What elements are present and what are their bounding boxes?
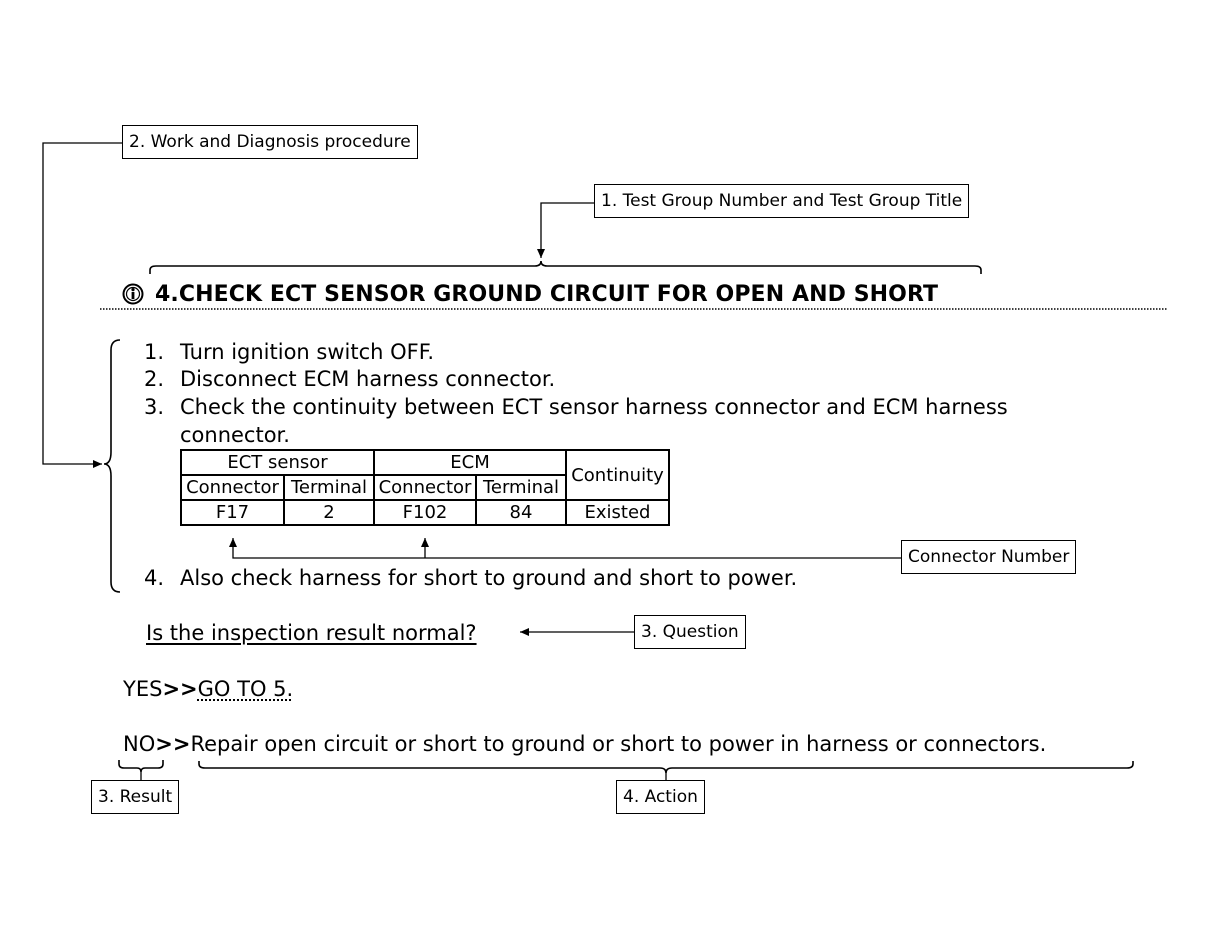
yes-arrow: >>: [162, 677, 198, 701]
step-text: Also check harness for short to ground and short to power.: [180, 566, 798, 590]
test-group-leader: [541, 203, 594, 258]
callout-question: 3. Question: [634, 615, 746, 649]
table-cell: 2: [284, 500, 374, 525]
result-brace: [119, 760, 163, 772]
go-to-link[interactable]: GO TO 5.: [197, 677, 294, 701]
table-sub-header: Connector: [374, 475, 476, 500]
table-sub-header: Terminal: [476, 475, 566, 500]
step-number: 2.: [144, 367, 165, 391]
step-text: Check the continuity between ECT sensor harness connector and ECM harness: [180, 395, 1008, 419]
action-brace: [199, 761, 1133, 773]
table-sub-header: Connector: [181, 475, 284, 500]
table-group-header: Continuity: [566, 450, 669, 500]
table-cell: Existed: [566, 500, 669, 525]
step-2: [144, 367, 555, 391]
yes-label: YES: [123, 677, 163, 701]
callout-action: 4. Action: [616, 780, 705, 814]
step-number: 1.: [144, 340, 165, 364]
info-icon: [122, 283, 144, 305]
continuity-table: [180, 449, 670, 526]
work-procedure-leader: [43, 143, 122, 464]
step-1: [144, 340, 434, 364]
step-text: Disconnect ECM harness connector.: [180, 367, 556, 391]
table-cell: F17: [181, 500, 284, 525]
table-cell: 84: [476, 500, 566, 525]
table-group-header: ECT sensor: [181, 450, 374, 475]
callout-work-procedure: 2. Work and Diagnosis procedure: [122, 125, 418, 159]
step-text: Turn ignition switch OFF.: [180, 340, 435, 364]
table-row: [181, 500, 669, 525]
step-4: [144, 566, 797, 590]
no-arrow: >>: [155, 732, 191, 756]
table-sub-header: Terminal: [284, 475, 374, 500]
no-label: NO: [123, 732, 156, 756]
test-group-title: 4.CHECK ECT SENSOR GROUND CIRCUIT FOR OPEN AND SHORT: [155, 282, 939, 307]
step-number: 4.: [144, 566, 165, 590]
table-group-header: ECM: [374, 450, 566, 475]
connector-number-leader: [233, 538, 901, 558]
step-3: [144, 395, 1008, 419]
no-action: Repair open circuit or short to ground or short to power in harness or connectors.: [190, 732, 1047, 756]
callout-test-group: 1. Test Group Number and Test Group Title: [594, 184, 969, 218]
title-brace: [150, 261, 981, 274]
callout-connector-number: Connector Number: [901, 540, 1076, 574]
step-3-continuation: connector.: [180, 423, 290, 447]
no-answer: [123, 732, 1046, 756]
inspection-question: Is the inspection result normal?: [146, 621, 477, 645]
yes-answer: [123, 677, 293, 701]
callout-result: 3. Result: [91, 780, 179, 814]
step-number: 3.: [144, 395, 165, 419]
procedure-brace: [104, 340, 120, 592]
table-cell: F102: [374, 500, 476, 525]
